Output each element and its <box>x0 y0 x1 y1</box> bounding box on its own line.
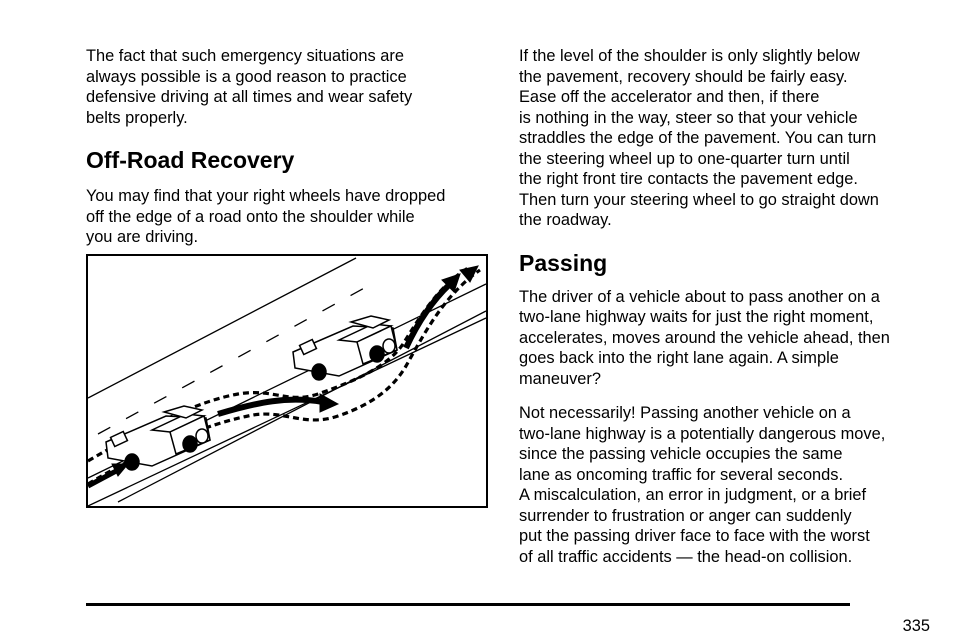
page-number: 335 <box>902 617 930 635</box>
shoulder-outer-edge <box>88 318 486 506</box>
right-column <box>519 46 929 581</box>
passing-paragraph-2: Not necessarily! Passing another vehicle on a two-lane highway is a potentially dangerous move, since the passing vehicle occupies the same lane as oncoming traffic for several seconds. A miscalculation, an error in judgment, or a brief surrender to frustration or anger can suddenly put the passing driver face to face with the worst of all traffic accidents — the head-on collision. <box>519 404 886 566</box>
passing-heading: Passing <box>519 249 608 276</box>
left-column <box>86 46 496 262</box>
pickup-truck-rear <box>106 406 210 470</box>
offroad-recovery-heading: Off-Road Recovery <box>86 147 295 173</box>
road-edges <box>88 258 486 506</box>
road-illustration-svg <box>88 256 486 506</box>
pickup-truck-front <box>293 316 397 380</box>
shoulder-edge <box>118 311 486 502</box>
offroad-recovery-paragraph: You may find that your right wheels have dropped off the edge of a road onto the shoulder while you are driving. <box>86 187 446 246</box>
footer-rule <box>86 603 850 606</box>
passing-paragraph-1: The driver of a vehicle about to pass another on a two-lane highway waits for just the right moment, accelerates, moves around the vehicle ahead, then goes back into the right lane again. A simple maneuver? <box>519 287 890 388</box>
recovery-paragraph: If the level of the shoulder is only slightly below the pavement, recovery should be fairly easy. Ease off the accelerator and then, if there is nothing in the way, steer so that your vehicle straddles the edge of the pavement. You can turn the steering wheel up to one-quarter turn until the right front tire contacts the pavement edge. Then turn your steering wheel to go straight down the roadway. <box>519 47 879 229</box>
off-road-recovery-illustration <box>86 254 488 508</box>
intro-paragraph: The fact that such emergency situations are always possible is a good reason to practice defensive driving at all times and wear safety belts properly. <box>86 47 413 127</box>
